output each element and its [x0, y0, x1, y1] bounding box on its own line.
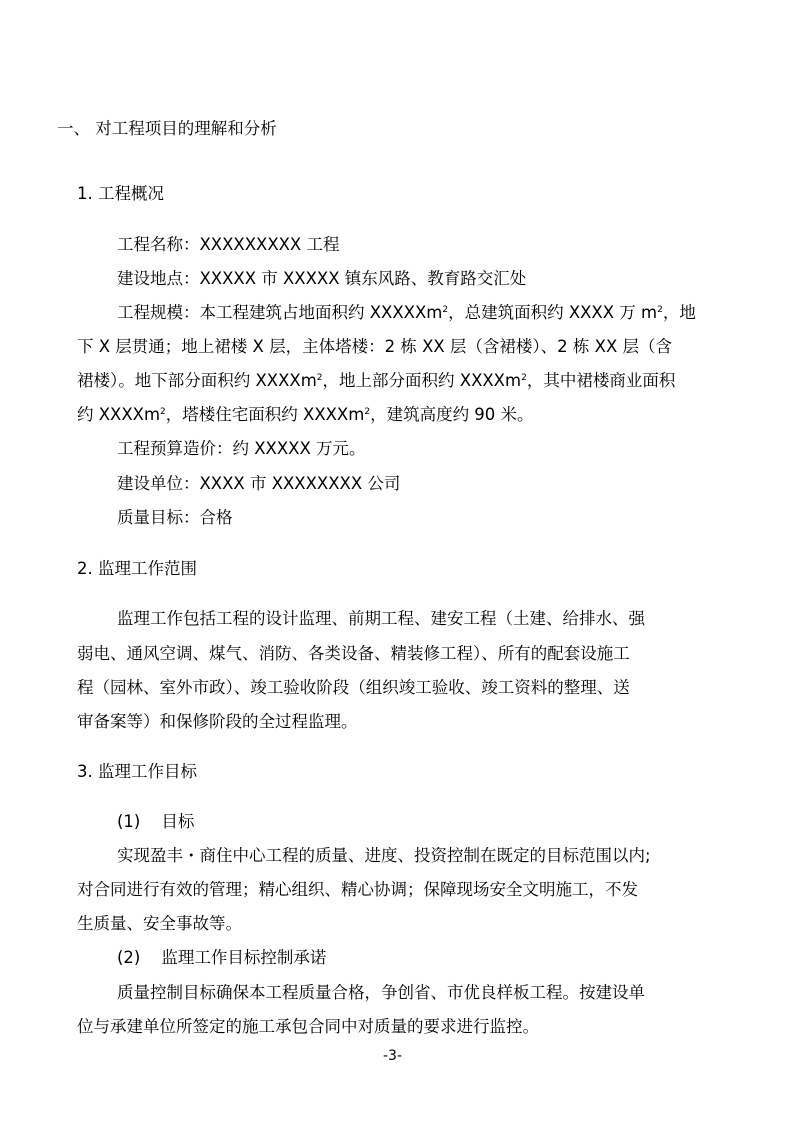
project-owner: 建设单位：XXXX 市 XXXXXXXX 公司 [117, 474, 401, 493]
scale-text: ，地上部分面积约 XXXXm [322, 371, 522, 390]
subheading-overview: 1. 工程概况 [77, 184, 164, 203]
objective-item-1-heading: (1) 目标 [117, 812, 195, 831]
commitment-paragraph-line-2: 位与承建单位所签定的施工承包合同中对质量的要求进行监控。 [77, 1017, 539, 1036]
scale-text-a: 工程规模：本工程建筑占地面积约 XXXXXm [117, 303, 443, 322]
scope-paragraph-line-3: 程（园林、室外市政）、竣工验收阶段（组织竣工验收、竣工资料的整理、送 [77, 678, 630, 697]
scale-text: ，塔楼住宅面积约 XXXXm [165, 405, 365, 424]
superscript: 2 [442, 305, 449, 315]
section-heading: 一、 对工程项目的理解和分析 [57, 119, 277, 138]
objective-paragraph-line-3: 生质量、安全事故等。 [77, 914, 242, 933]
page-number: -3- [383, 1048, 403, 1064]
superscript: 2 [316, 373, 323, 383]
scope-paragraph-line-2: 弱电、通风空调、煤气、消防、各类设备、精装修工程）、所有的配套设施工 [77, 644, 630, 663]
project-scale-line-1 [117, 305, 696, 322]
project-budget: 工程预算造价：约 XXXXX 万元。 [117, 439, 366, 458]
superscript: 2 [160, 407, 166, 417]
project-scale-line-3 [77, 373, 675, 390]
quality-goal: 质量目标：合格 [117, 508, 233, 527]
scale-text: 约 XXXXm [77, 405, 161, 424]
project-scale-line-2: 下 X 层贯通；地上裙楼 X 层，主体塔楼：2 栋 XX 层（含裙楼）、2 栋 XX 层（含 [77, 337, 673, 356]
project-name: 工程名称：XXXXXXXXX 工程 [117, 235, 340, 254]
scale-text: ，其中裙楼商业面积 [526, 371, 676, 390]
superscript: 2 [657, 305, 663, 315]
scale-text-c: ，地 [662, 303, 696, 322]
superscript: 2 [364, 407, 371, 417]
subheading-scope: 2. 监理工作范围 [77, 559, 197, 578]
project-scale-line-4 [77, 407, 534, 424]
objective-item-2-heading: (2) 监理工作目标控制承诺 [117, 948, 327, 967]
scale-text: 裙楼）。地下部分面积约 XXXXm [77, 371, 317, 390]
superscript: 2 [521, 373, 527, 383]
objective-paragraph-line-1: 实现盈丰・商住中心工程的质量、进度、投资控制在既定的目标范围以内; [117, 846, 651, 865]
commitment-paragraph-line-1: 质量控制目标确保本工程质量合格，争创省、市优良样板工程。按建设单 [117, 983, 645, 1002]
scope-paragraph-line-1: 监理工作包括工程的设计监理、前期工程、建安工程（土建、给排水、强 [117, 609, 645, 628]
objective-paragraph-line-2: 对合同进行有效的管理；精心组织、精心协调；保障现场安全文明施工，不发 [77, 880, 638, 899]
scale-text-b: ，总建筑面积约 XXXX 万 m [448, 303, 658, 322]
scale-text: ，建筑高度约 90 米。 [370, 405, 534, 424]
scope-paragraph-line-4: 审备案等）和保修阶段的全过程监理。 [77, 712, 358, 731]
subheading-objectives: 3. 监理工作目标 [77, 762, 197, 781]
project-location: 建设地点：XXXXX 市 XXXXX 镇东风路、教育路交汇处 [117, 269, 527, 288]
